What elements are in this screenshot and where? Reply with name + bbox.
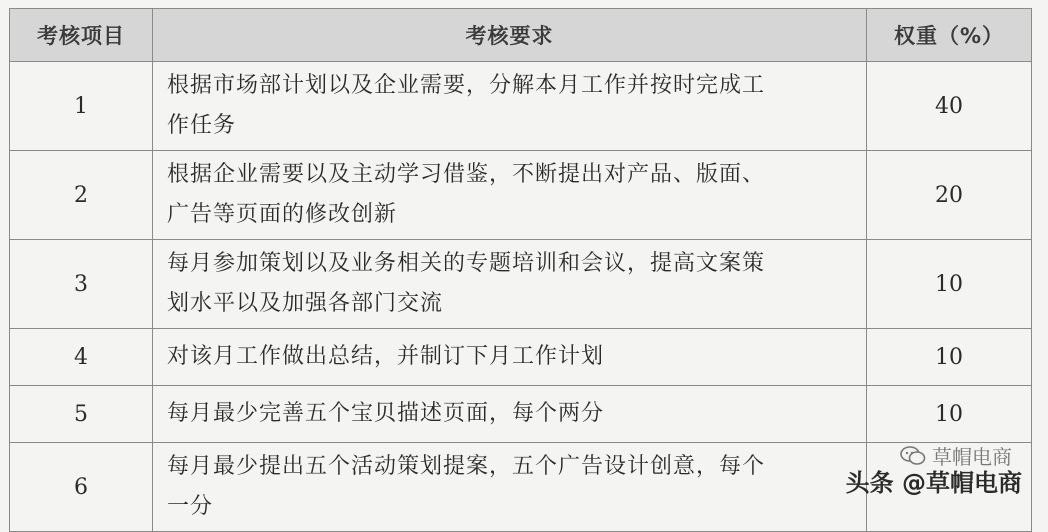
requirement-cell [153, 443, 867, 532]
requirement-line: 一分 [167, 494, 214, 519]
requirement-line: 根据企业需要以及主动学习借鉴，不断提出对产品、版面、 [167, 162, 766, 187]
assessment-table [9, 8, 1032, 532]
requirement-line: 根据市场部计划以及企业需要，分解本月工作并按时完成工 [167, 73, 766, 98]
requirement-line: 每月最少完善五个宝贝描述页面，每个两分 [167, 401, 605, 426]
table-row [10, 329, 1032, 386]
table-header-row [10, 9, 1032, 62]
item-number: 2 [10, 151, 153, 240]
header-weight: 权重（%） [867, 9, 1032, 62]
requirement-line: 每月最少提出五个活动策划提案，五个广告设计创意，每个 [167, 454, 766, 479]
table-row [10, 151, 1032, 240]
watermark-bottom [846, 463, 1022, 498]
requirement-line: 划水平以及加强各部门交流 [167, 291, 444, 316]
item-number: 5 [10, 386, 153, 443]
requirement-cell [153, 240, 867, 329]
header-requirement: 考核要求 [153, 9, 867, 62]
item-number: 6 [10, 443, 153, 532]
requirement-line: 作任务 [167, 113, 237, 138]
requirement-cell [153, 62, 867, 151]
table-row [10, 240, 1032, 329]
requirement-cell [153, 151, 867, 240]
item-number: 1 [10, 62, 153, 151]
header-item: 考核项目 [10, 9, 153, 62]
requirement-line: 每月参加策划以及业务相关的专题培训和会议，提高文案策 [167, 251, 766, 276]
watermark-bottom-text: 头条 @草帽电商 [845, 469, 1022, 497]
table-row [10, 386, 1032, 443]
item-number: 3 [10, 240, 153, 329]
watermark-top-text: 草帽电商 [932, 445, 1012, 469]
weight-value: 40 [867, 62, 1032, 151]
requirement-cell [153, 386, 867, 443]
requirement-line: 对该月工作做出总结，并制订下月工作计划 [167, 344, 605, 369]
item-number: 4 [10, 329, 153, 386]
weight-value: 10 [867, 386, 1032, 443]
requirement-line: 广告等页面的修改创新 [167, 202, 398, 227]
weight-value: 10 [867, 329, 1032, 386]
table-row [10, 62, 1032, 151]
weight-value: 10 [867, 240, 1032, 329]
requirement-cell [153, 329, 867, 386]
weight-value: 20 [867, 151, 1032, 240]
